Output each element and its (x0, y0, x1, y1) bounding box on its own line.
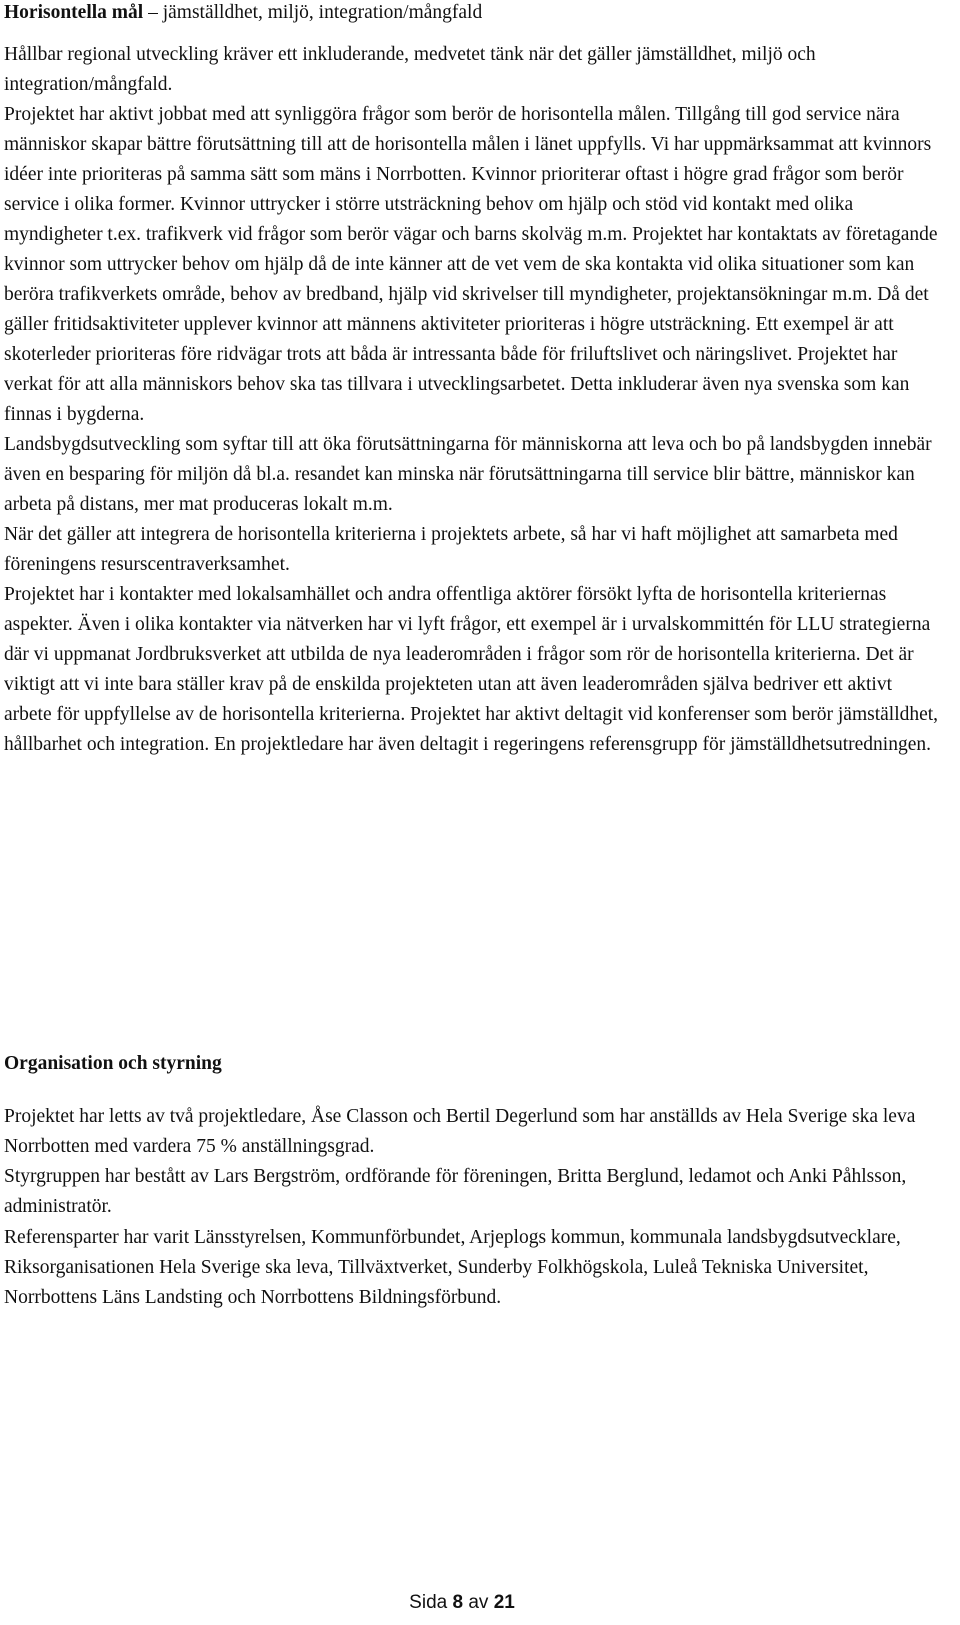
page-number-prefix: Sida (409, 1592, 453, 1613)
section-heading-bold: Horisontella mål (4, 2, 144, 23)
section-body-organisation (4, 1102, 940, 1222)
section-body-horizontal-goals (4, 40, 940, 760)
paragraph: Referensparter har varit Länsstyrelsen, Kommunförbundet, Arjeplogs kommun, kommunala landsbygdsutvecklare, Riksorganisationen Hela Sverige ska leva, Tillväxtverket, Sunderby Folkhögskola, Luleå Tekniska Universitet, Norrbottens Läns Landsting och Norrbottens Bildningsförbund. (4, 1227, 901, 1308)
page-footer (0, 1591, 960, 1615)
paragraph: Projektet har i kontakter med lokalsamhället och andra offentliga aktörer försökt lyfta de horisontella kriteriernas aspekter. Även i olika kontakter via nätverken har vi lyft frågor, ett exempel är i urvalskommittén för LLU strategierna där vi uppmanat Jordbruksverket att utbilda de nya leaderområden i frågor som rör de horisontella kriterierna. Det är viktigt att vi inte bara ställer krav på de enskilda projekteten utan att även leaderområden själva bedriver ett aktivt arbete för uppfyllelse av de horisontella kriterierna. Projektet har aktivt deltagit vid konferenser som berör jämställdhet, hållbarhet och integration. En projektledare har även deltagit i regeringens referensgrupp för jämställdhetsutredningen. (4, 584, 939, 755)
paragraph: Styrgruppen har bestått av Lars Bergström, ordförande för föreningen, Britta Berglund, ledamot och Anki Påhlsson, administratör. (4, 1166, 907, 1217)
paragraph: När det gäller att integrera de horisontella kriterierna i projektets arbete, så har vi haft möjlighet att samarbeta med föreningens resurscentraverksamhet. (4, 524, 898, 575)
paragraph: Projektet har aktivt jobbat med att synliggöra frågor som berör de horisontella målen. Tillgång till god service nära människor skapar bättre förutsättning till att de horisontella målen i länet uppfylls. Vi har uppmärksammat att kvinnors idéer inte prioriteras på samma sätt som mäns i Norrbotten. Kvinnor prioriterar oftast i högre grad frågor som berör service i olika former. Kvinnor uttrycker i större utsträckning behov om hjälp och stöd vid kontakt med olika myndigheter t.ex. trafikverk vid frågor som berör vägar och barns skolväg m.m. Projektet har kontaktats av företagande kvinnor som uttrycker behov om hjälp då de inte känner att de vet vem de ska kontakta vid olika situationer som kan beröra trafikverkets område, behov av bredband, hjälp vid skrivelser till myndigheter, projektansökningar m.m. Då det gäller fritidsaktiviteter upplever kvinnor att männens aktiviteter prioriteras i högre utsträckning. Ett exempel är att skoterleder prioriteras före ridvägar trots att båda är intressanta både för friluftslivet och näringslivet. Projektet har verkat för att alla människors behov ska tas tillvara i utvecklingsarbetet. Detta inkluderar även nya svenska som kan finnas i bygderna. (4, 104, 938, 425)
section-heading-rest: – jämställdhet, miljö, integration/mångfald (143, 2, 483, 23)
section-heading-organisation: Organisation och styrning (4, 1053, 222, 1074)
paragraph: Hållbar regional utveckling kräver ett inkluderande, medvetet tänk när det gäller jämställdhet, miljö och integration/mångfald. (4, 44, 816, 95)
paragraph: Landsbygdsutveckling som syftar till att öka förutsättningarna för människorna att leva och bo på landsbygden innebär även en besparing för miljön då bl.a. resandet kan minska när förutsättningarna till service blir bättre, människor kan arbeta på distans, mer mat produceras lokalt m.m. (4, 434, 932, 515)
page-number-current: 8 (452, 1592, 464, 1613)
page-number-middle: av (463, 1592, 494, 1613)
section-heading-horizontal-goals (4, 0, 482, 28)
paragraph: Projektet har letts av två projektledare, Åse Classon och Bertil Degerlund som har anställds av Hela Sverige ska leva Norrbotten med vardera 75 % anställningsgrad. (4, 1106, 916, 1157)
section-body-reference-parties (4, 1223, 940, 1313)
page-number-total: 21 (493, 1592, 515, 1613)
